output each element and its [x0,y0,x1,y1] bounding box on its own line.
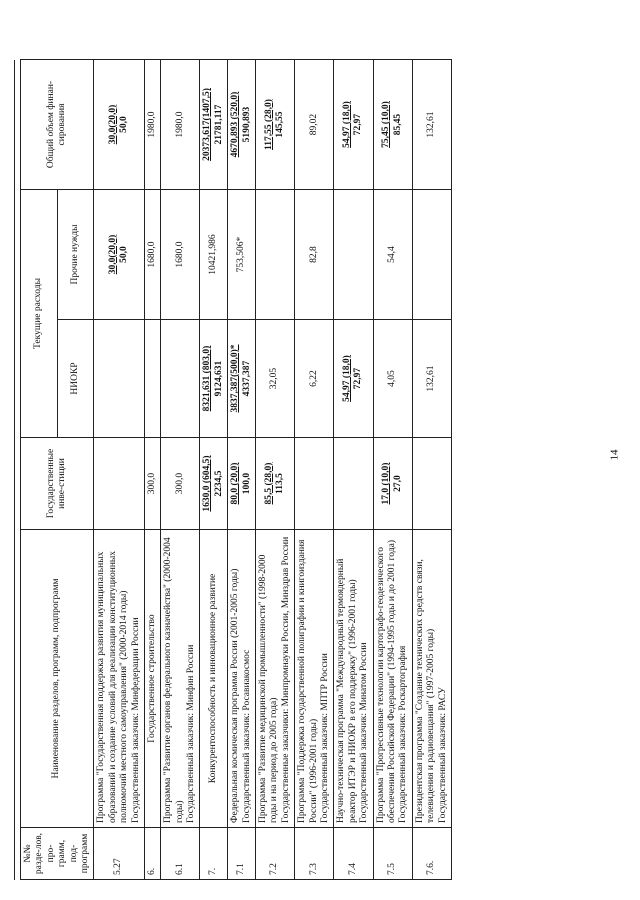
row-invest [256,438,295,530]
row-niokr-value: 132,61 [426,365,437,392]
row-niokr [161,320,200,438]
row-number: 7.4 [334,828,373,880]
row-niokr [94,320,145,438]
row-name: Программа "Государственная поддержка развития муниципальных образований и создание условий для реализации конституционных полномочий местного самоуправления" (2000-2014 годы) [96,550,130,823]
row-name: Конкурентоспособность и инновационное развитие [208,573,219,784]
row-invest [295,438,334,530]
row-number: 7.5 [373,828,412,880]
row-other-value: 54,4 [386,246,397,263]
row-invest-value: 1630,0 (604,5) [202,455,213,512]
table-row [373,60,412,880]
row-total-total: 145,55 [275,111,286,138]
table-body [94,60,452,880]
row-total-value: 1980,0 [146,111,157,138]
row-other [228,190,256,320]
row-total-value: 4670,893 (520,0) [230,91,241,158]
top-rule [14,60,15,880]
row-name: Программа "Поддержка государственной полиграфии и книгоиздания России" (1996-2001 годы) [297,539,319,823]
row-invest-value: 17,0 (10,0) [381,462,392,505]
row-total [412,60,451,190]
row-total-total: 85,45 [392,113,403,136]
row-total [94,60,145,190]
row-invest [200,438,228,530]
row-invest-value: 85,5 (28,0) [263,462,274,505]
row-name: Президентская программа "Создание технических средств связи, телевидения и радиовещания" (1997-2005 годы) [414,559,437,823]
row-total-total: 72,97 [353,113,364,136]
row-other [373,190,412,320]
row-customer: Государственный заказчик: РАСУ [437,687,448,823]
row-niokr-total: 4337,387 [241,360,252,397]
row-total-value: 75,45 (10,0) [381,101,392,148]
row-invest-total: 27,0 [392,475,403,492]
row-number: 6. [144,828,160,880]
header-num: №№ разде-лов, про-грамм, под-программ [21,828,94,880]
row-total-value: 117,55 (28,0) [263,99,274,150]
row-other [256,190,295,320]
row-name: Федеральная космическая программа России (2001-2005 годы) [230,568,241,823]
row-niokr [200,320,228,438]
row-total-value: 1980,0 [174,111,185,138]
row-number: 5.27 [94,828,145,880]
row-other-value: 10421,986 [208,234,219,275]
row-total [256,60,295,190]
rotated-table-container [20,60,620,880]
row-total-value: 132,61 [426,111,437,138]
row-number: 7.2 [256,828,295,880]
row-total-value: 89,02 [308,113,319,136]
row-total [144,60,160,190]
row-name-cell [144,530,160,828]
row-invest-total: 100,0 [241,472,252,495]
table-row [412,60,451,880]
budget-table [20,59,452,880]
row-other-total: 50,0 [119,246,130,263]
row-other [144,190,160,320]
row-niokr [228,320,256,438]
row-name: Государственное строительство [146,614,157,743]
row-niokr-value: 32,05 [269,367,280,390]
row-invest-value: 80,0 (20,0) [230,462,241,505]
row-customer: Государственный заказчик: Минатом России [359,642,370,823]
row-invest [412,438,451,530]
row-total-value: 20373,617(1407,5) [202,88,213,161]
row-total [334,60,373,190]
row-invest-value: 300,0 [174,472,185,495]
row-total [373,60,412,190]
header-total: Общий объем финан-сирования [21,60,94,190]
table-row [200,60,228,880]
row-niokr-total: 9124,631 [213,360,224,397]
row-name-cell [412,530,451,828]
row-customer: Государственный заказчик: Минфедерации России [130,617,141,823]
row-number: 7.3 [295,828,334,880]
row-name-cell [295,530,334,828]
row-niokr [256,320,295,438]
row-niokr-value: 54,97 (18,0) [342,355,353,402]
header-other: Прочие нужды [57,190,94,320]
row-number: 7. [200,828,228,880]
row-name: Научно-техническая программа "Международный термоядерный реактор ИТЭР и НИОКР в его поддержку" (1996-2001 годы) [336,558,358,823]
row-customer: Государственный заказчик: МПТР России [319,653,330,823]
row-total [200,60,228,190]
row-other [161,190,200,320]
table-row [94,60,145,880]
row-other-value: 753,506* [235,236,246,273]
row-total-total: 50,0 [119,116,130,133]
row-niokr-value: 4,05 [386,370,397,387]
row-total-value: 30,0(20,0) [107,104,118,145]
row-other-value: 82,8 [308,246,319,263]
table-row [256,60,295,880]
row-other [200,190,228,320]
row-niokr [295,320,334,438]
row-name: Программа "Прогрессивные технологии картографо-геодезического обеспечения Российской Федерации" (1994-1995 годы и до 2001 года) [375,540,397,823]
header-niokr: НИОКР [57,320,94,438]
row-name-cell [94,530,145,828]
row-niokr [334,320,373,438]
page-number-wrap [605,450,623,461]
row-invest-value: 300,0 [146,472,157,495]
row-total [161,60,200,190]
row-other [412,190,451,320]
row-invest [161,438,200,530]
row-other-value: 1680,0 [174,241,185,268]
row-niokr-total: 72,97 [353,367,364,390]
header-current: Текущие расходы [21,190,58,438]
row-total-value: 54,97 (18,0) [342,101,353,148]
row-niokr [373,320,412,438]
row-name: Программа "Развитие органов федерального казначейства" (2000-2004 годы) [163,537,185,823]
table-row [228,60,256,880]
table-row [334,60,373,880]
table-row [295,60,334,880]
row-invest [228,438,256,530]
row-invest-total: 2234,5 [213,470,224,497]
header-name: Наименование разделов, программ, подпрограмм [21,530,94,828]
row-customer: Государственный заказчик: Росавиакосмос [241,649,252,823]
row-invest [144,438,160,530]
row-other [295,190,334,320]
row-invest-total: 113,5 [275,473,286,494]
row-niokr [144,320,160,438]
row-other [94,190,145,320]
table-row [161,60,200,880]
row-total [228,60,256,190]
row-name: Программа "Развитие медицинской промышленности" (1998-2000 годы и на период до 2005 года) [258,554,280,823]
row-total-total: 21781,117 [213,104,224,145]
row-niokr-value: 8321,631 (803,0) [202,345,213,412]
row-invest [373,438,412,530]
row-niokr-value: 6,22 [308,370,319,387]
row-number: 6.1 [161,828,200,880]
row-other [334,190,373,320]
row-invest [334,438,373,530]
table-row [144,60,160,880]
header-invest: Государственные инве-стиции [21,438,94,530]
row-niokr-value: 3837,387(500,0)* [230,344,241,413]
row-name-cell [334,530,373,828]
row-total [295,60,334,190]
row-name-cell [228,530,256,828]
row-number: 7.1 [228,828,256,880]
row-customer: Государственный заказчик: Роскартография [398,645,409,823]
row-invest [94,438,145,530]
row-customer: Государственный заказчик: Минфин России [186,644,197,823]
row-name-cell [200,530,228,828]
page-number: 14 [608,449,621,461]
row-other-value: 1680,0 [146,241,157,268]
row-niokr [412,320,451,438]
row-total-total: 5190,893 [241,106,252,143]
row-name-cell [373,530,412,828]
row-name-cell [256,530,295,828]
row-number: 7.6. [412,828,451,880]
row-other-value: 30,0(20,0) [107,234,118,275]
row-customer: Государственные заказчики: Минпромнауки России, Минздрав России [280,536,291,823]
row-name-cell [161,530,200,828]
